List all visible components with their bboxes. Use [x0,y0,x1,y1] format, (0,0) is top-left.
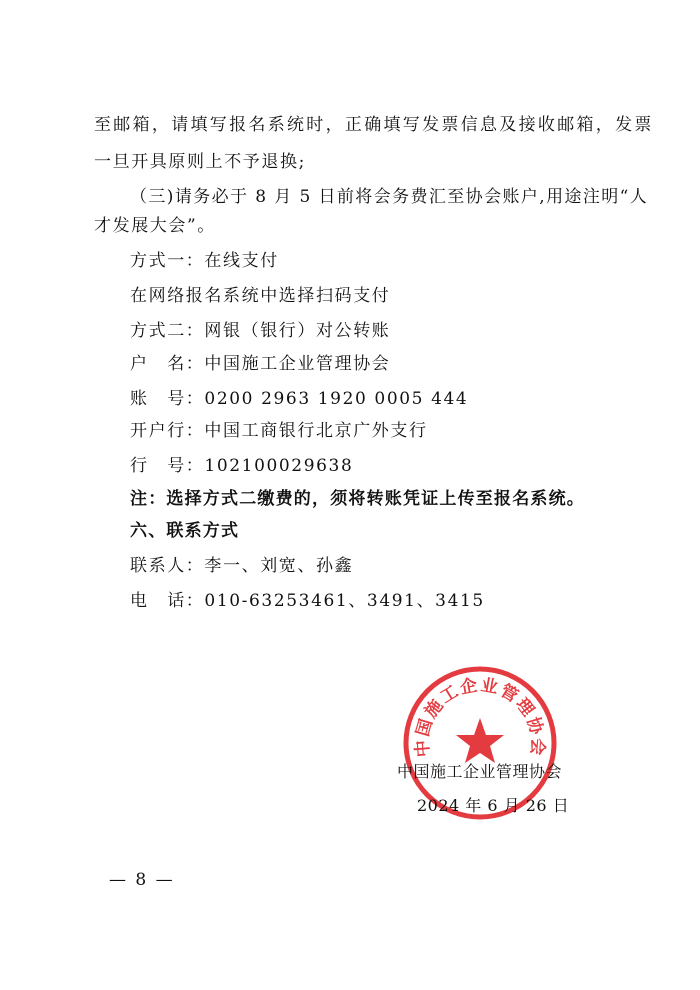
page-number: — 8 — [109,870,175,890]
body-line-4: 才发展大会”。 [94,216,216,236]
contact-phone: 电 话：010-63253461、3491、3415 [130,591,485,611]
payment-method-two: 方式二：网银（银行）对公转账 [130,321,391,341]
signature-date: 2024 年 6 月 26 日 [417,796,570,815]
account-number: 账 号：0200 2963 1920 0005 444 [130,389,469,409]
contact-persons: 联系人：李一、刘宽、孙鑫 [130,556,354,576]
payment-method-one: 方式一：在线支付 [130,251,279,271]
account-name: 户 名：中国施工企业管理协会 [130,354,391,374]
section-heading-contact: 六、联系方式 [130,521,240,541]
seal-text: 中国施工企业管理协会 [412,675,548,758]
bank-name: 开户行：中国工商银行北京广外支行 [130,421,428,441]
payment-note: 注：选择方式二缴费的，须将转账凭证上传至报名系统。 [130,489,585,509]
signature-organization: 中国施工企业管理协会 [397,762,563,781]
payment-method-one-detail: 在网络报名系统中选择扫码支付 [130,286,391,306]
body-line-2: 一旦开具原则上不予退换; [94,152,306,172]
seal-star-icon [456,718,504,763]
bank-code: 行 号：102100029638 [130,456,354,476]
body-line-1: 至邮箱，请填写报名系统时，正确填写发票信息及接收邮箱，发票 [94,115,654,135]
body-line-3: （三)请务必于 8 月 5 日前将会务费汇至协会账户,用途注明“人 [130,187,649,207]
